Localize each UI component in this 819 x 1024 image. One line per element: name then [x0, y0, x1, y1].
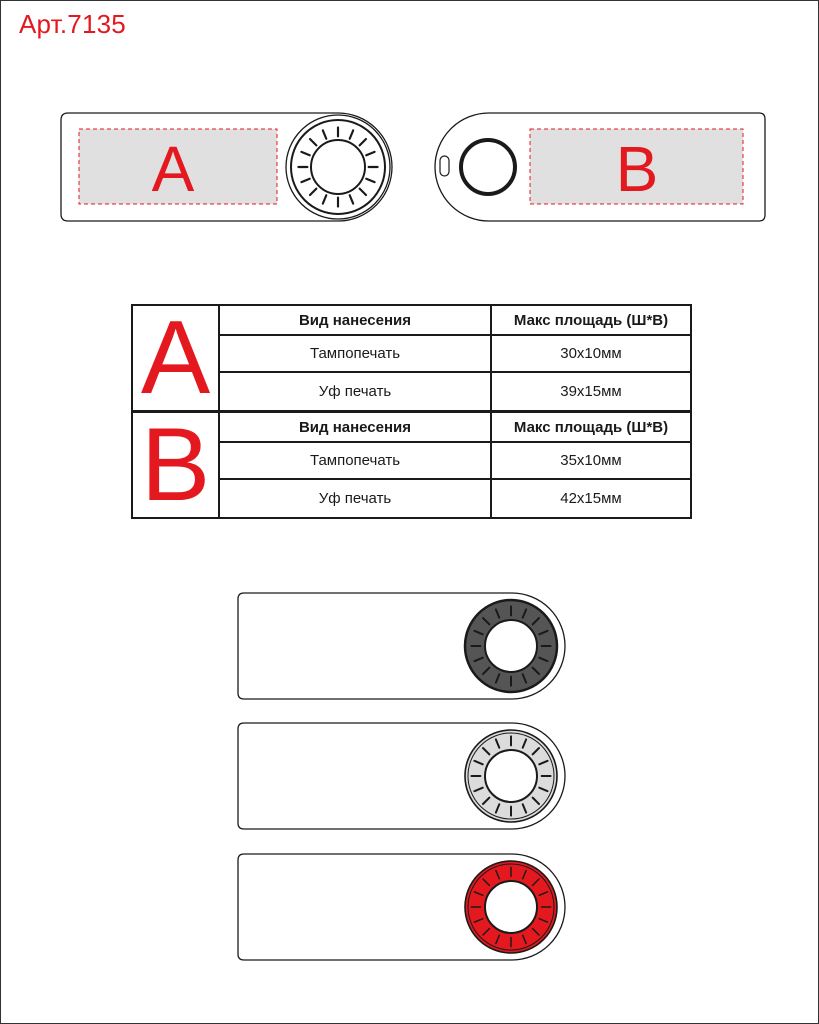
zone-letter-b: B: [615, 133, 659, 205]
print-table-a: [131, 300, 692, 416]
variant-red: [238, 854, 565, 960]
header-method: Вид нанесения: [219, 412, 491, 442]
table-cell-method: Тампопечать: [219, 442, 491, 479]
table-cell-area: 39х15мм: [491, 372, 691, 411]
table-cell-method: Уф печать: [219, 479, 491, 518]
print-table-b: [131, 407, 692, 523]
front-view: [61, 113, 392, 221]
article-number: Арт.7135: [19, 9, 126, 39]
header-method: Вид нанесения: [219, 305, 491, 335]
header-area: Макс площадь (Ш*В): [491, 412, 691, 442]
table-cell-method: Уф печать: [219, 372, 491, 411]
back-view: [435, 113, 765, 221]
zone-letter-a: A: [151, 133, 195, 205]
variant-dark-gray: [238, 593, 565, 699]
table-cell-area: 42х15мм: [491, 479, 691, 518]
table-cell-area: 35х10мм: [491, 442, 691, 479]
table-cell-method: Тампопечать: [219, 335, 491, 372]
header-area: Макс площадь (Ш*В): [491, 305, 691, 335]
table-cell-area: 30х10мм: [491, 335, 691, 372]
variant-light-gray: [238, 723, 565, 829]
table-letter-b: B: [132, 412, 219, 518]
table-letter-a: A: [132, 305, 219, 411]
